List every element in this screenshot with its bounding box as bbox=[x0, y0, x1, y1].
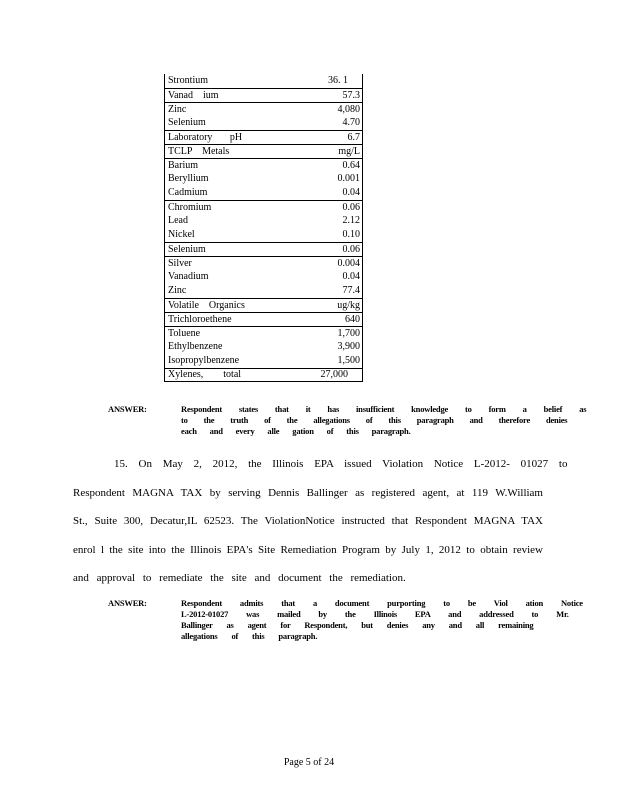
row-label: Zinc bbox=[168, 285, 187, 296]
row-value: 0.06 bbox=[342, 243, 360, 255]
table-row bbox=[165, 74, 362, 88]
paragraph-line: enrol l the site into the Illinois EPA's Site Remediation Program by July 1, 2012 to obtain review bbox=[73, 543, 543, 556]
table-row bbox=[165, 88, 362, 102]
paragraph-15 bbox=[73, 450, 568, 593]
row-label: TCLP Metals bbox=[168, 145, 230, 157]
row-label: Beryllium bbox=[168, 173, 209, 184]
row-label: Vanad ium bbox=[168, 89, 219, 101]
row-label: Vanadium bbox=[168, 271, 209, 282]
table-row bbox=[165, 228, 362, 242]
row-value: 57.3 bbox=[342, 89, 360, 101]
table-row bbox=[165, 256, 362, 270]
paragraph-line: St., Suite 300, Decatur,IL 62523. The ViolationNotice instructed that Respondent MAGNA TAX bbox=[73, 515, 543, 527]
row-value: 0.10 bbox=[342, 229, 360, 240]
row-value: 77.4 bbox=[342, 285, 360, 296]
table-row bbox=[165, 270, 362, 284]
row-label: Toluene bbox=[168, 327, 201, 339]
row-value: 4.70 bbox=[342, 117, 360, 128]
row-value: 27,000 bbox=[320, 369, 348, 380]
row-value: 0.001 bbox=[337, 173, 360, 184]
table-row bbox=[165, 102, 362, 116]
table-row bbox=[165, 186, 362, 200]
answer-line: allegations of this paragraph. bbox=[181, 631, 318, 641]
row-label: Xylenes, total bbox=[168, 369, 242, 380]
paragraph-line: Respondent MAGNA TAX by serving Dennis Ballinger as registered agent, at 119 W.William bbox=[73, 486, 543, 499]
row-label: Ethylbenzene bbox=[168, 341, 223, 352]
row-label: Selenium bbox=[168, 117, 206, 128]
row-value: ug/kg bbox=[337, 299, 360, 311]
row-label: Silver bbox=[168, 257, 192, 269]
answer-text bbox=[181, 404, 587, 437]
table-row bbox=[165, 368, 362, 382]
table-row bbox=[165, 326, 362, 340]
row-value: 3,900 bbox=[337, 341, 360, 352]
row-label: Trichloroethene bbox=[168, 313, 232, 325]
row-label: Zinc bbox=[168, 103, 187, 115]
row-label: Barium bbox=[168, 159, 198, 171]
analytical-results-table bbox=[164, 74, 363, 382]
row-value: 2.12 bbox=[342, 215, 360, 226]
row-label: Laboratory pH bbox=[168, 131, 243, 143]
row-value: 0.004 bbox=[337, 257, 360, 269]
paragraph-line: and approval to remediate the site and document the remediation. bbox=[73, 572, 406, 584]
row-value: 36. 1 bbox=[328, 75, 348, 86]
table-row bbox=[165, 298, 362, 312]
table-row bbox=[165, 116, 362, 130]
table-row bbox=[165, 354, 362, 368]
table-row bbox=[165, 340, 362, 354]
row-value: 0.04 bbox=[342, 187, 360, 198]
table-row bbox=[165, 200, 362, 214]
table-row bbox=[165, 158, 362, 172]
table-row bbox=[165, 214, 362, 228]
table-row bbox=[165, 130, 362, 144]
answer-line: L-2012-01027 was mailed by the Illinois EPA and addressed to Mr. bbox=[181, 609, 569, 619]
table-row bbox=[165, 172, 362, 186]
row-label: Nickel bbox=[168, 229, 195, 240]
row-value: 1,500 bbox=[337, 355, 360, 366]
table-row bbox=[165, 284, 362, 298]
page-number: Page 5 of 24 bbox=[283, 757, 335, 768]
answer-text bbox=[181, 598, 583, 642]
row-label: Selenium bbox=[168, 243, 206, 255]
row-label: Strontium bbox=[168, 75, 209, 86]
row-label: Cadmium bbox=[168, 187, 208, 198]
row-value: 0.64 bbox=[342, 159, 360, 171]
row-label: Volatile Organics bbox=[168, 299, 245, 311]
row-value: 6.7 bbox=[347, 131, 360, 143]
row-label: Lead bbox=[168, 215, 188, 226]
answer-line: each and every alle gation of this paragraph. bbox=[181, 426, 411, 436]
row-value: 0.06 bbox=[342, 201, 360, 213]
row-label: Chromium bbox=[168, 201, 212, 213]
row-value: 4,080 bbox=[337, 103, 360, 115]
answer-line: Respondent states that it has insufficient knowledge to form a belief as bbox=[181, 404, 587, 414]
row-value: 1,700 bbox=[337, 327, 360, 339]
row-value: 640 bbox=[345, 313, 360, 325]
answer-line: Ballinger as agent for Respondent, but denies any and all remaining bbox=[181, 620, 534, 630]
answer-line: Respondent admits that a document purporting to be Viol ation Notice bbox=[181, 598, 583, 608]
row-label: Isopropylbenzene bbox=[168, 355, 240, 366]
row-value: 0.04 bbox=[342, 271, 360, 282]
answer-line: to the truth of the allegations of this paragraph and therefore denies bbox=[181, 415, 568, 425]
table-row bbox=[165, 312, 362, 326]
row-value: mg/L bbox=[338, 145, 360, 157]
table-row bbox=[165, 144, 362, 158]
paragraph-line: 15. On May 2, 2012, the Illinois EPA issued Violation Notice L-2012- 01027 to bbox=[114, 458, 568, 470]
table-row bbox=[165, 242, 362, 256]
answer-label: ANSWER: bbox=[108, 404, 147, 414]
answer-label: ANSWER: bbox=[108, 598, 147, 608]
